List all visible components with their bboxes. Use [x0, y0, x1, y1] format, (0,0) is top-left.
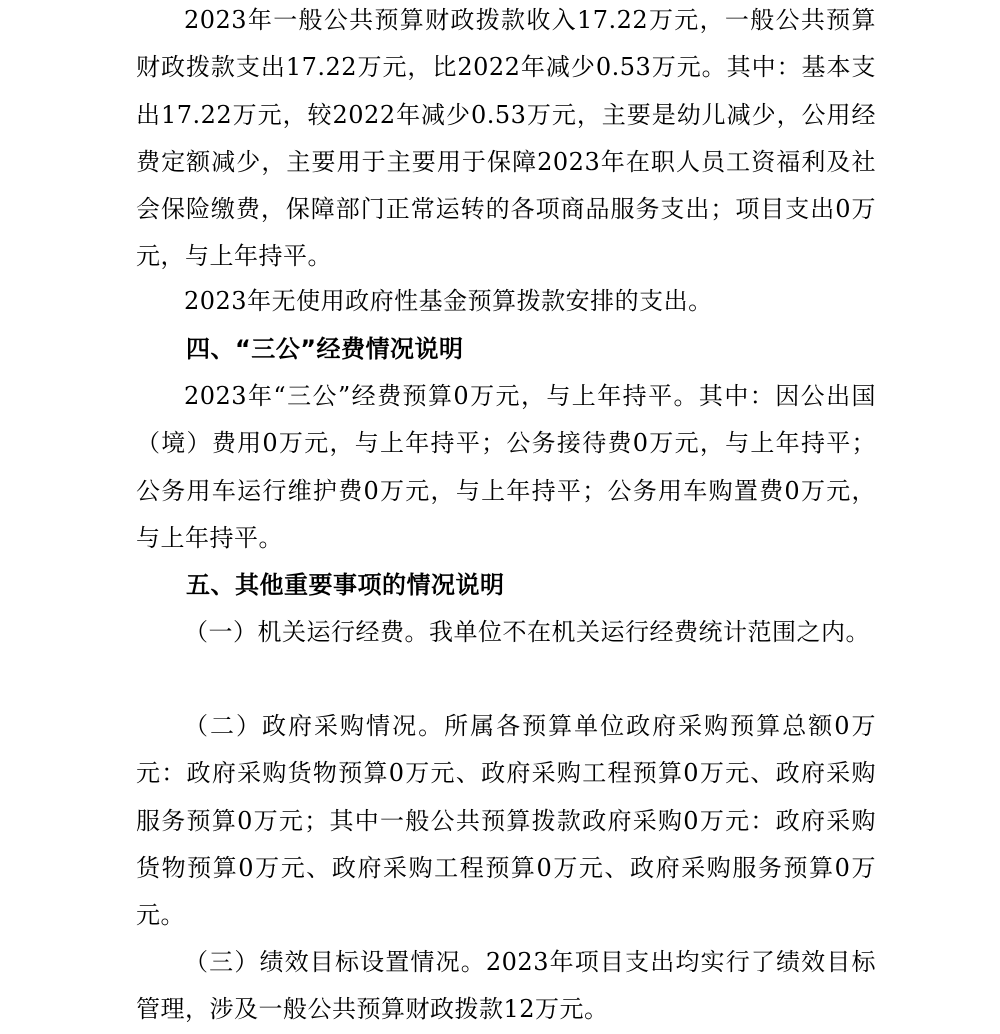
paragraph-budget-expenditure: 2023年一般公共预算财政拨款收入17.22万元，一般公共预算财政拨款支出17.22万元，比2022年减少0.53万元。其中：基本支出17.22万元，较2022年减少0.53万元，主要是幼儿减少，公用经费定额减少，主要用于主要用于保障2023年在职人员工资福利及社会保险缴费，保障部门正常运转的各项商品服务支出；项目支出0万元，与上年持平。: [136, 6, 876, 271]
paragraph-government-procurement: （二）政府采购情况。所属各预算单位政府采购预算总额0万元：政府采购货物预算0万元、政府采购工程预算0万元、政府采购服务预算0万元；其中一般公共预算拨款政府采购0万元：政府采购货物预算0万元、政府采购工程预算0万元、政府采购服务预算0万元。: [136, 712, 876, 930]
section-five-heading: 五、其他重要事项的情况说明: [186, 571, 505, 599]
section-four-heading: 四、“三公”经费情况说明: [186, 335, 464, 363]
paragraph-org-operation-funds: （一）机关运行经费。我单位不在机关运行经费统计范围之内。: [184, 618, 870, 646]
paragraph-three-public-expenses: 2023年“三公”经费预算0万元，与上年持平。其中：因公出国（境）费用0万元，与上年持平；公务接待费0万元，与上年持平；公务用车运行维护费0万元，与上年持平；公务用车购置费0万元，与上年持平。: [136, 382, 876, 552]
paragraph-government-fund: 2023年无使用政府性基金预算拨款安排的支出。: [184, 287, 713, 315]
paragraph-performance-targets: （三）绩效目标设置情况。2023年项目支出均实行了绩效目标管理，涉及一般公共预算财政拨款12万元。: [136, 948, 876, 1024]
